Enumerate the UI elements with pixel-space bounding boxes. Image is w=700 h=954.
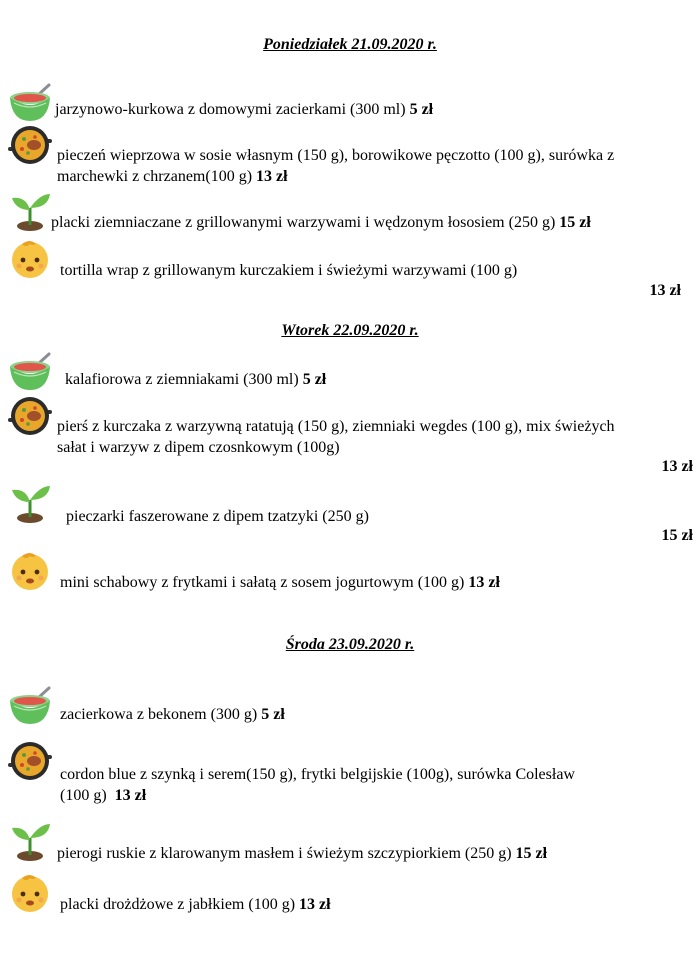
item-description: jarzynowo-kurkowa z domowymi zacierkami (300 ml) 5 zł — [55, 101, 434, 118]
menu-item — [8, 236, 700, 280]
item-price: 15 zł — [559, 214, 591, 231]
item-price: 5 zł — [409, 101, 434, 118]
item-price: 13 zł — [114, 787, 147, 804]
item-description: pierś z kurczaka z warzywną ratatują (150 g), ziemniaki wegdes (100 g), mix świeżych sałat i warzyw z dipem czosnkowym (100g) — [57, 418, 615, 456]
item-description: pieczarki faszerowane z dipem tzatzyki (250 g) — [66, 508, 369, 525]
item-description: pierogi ruskie z klarowanym masłem i świeżym szczypiorkiem (250 g) 15 zł — [57, 845, 548, 862]
menu-item — [8, 350, 700, 394]
menu-item — [8, 188, 700, 232]
item-price: 15 zł — [661, 527, 693, 544]
menu-item — [8, 818, 700, 862]
item-description: pieczeń wieprzowa w sosie własnym (150 g), borowikowe pęczotto (100 g), surówka z marchewki z chrzanem(100 g) 13 zł — [57, 147, 615, 185]
day-heading-tuesday: Wtorek 22.09.2020 r. — [281, 322, 419, 339]
baby-face-icon — [8, 236, 52, 280]
menu-item — [8, 870, 700, 914]
soup-bowl-icon — [8, 684, 52, 728]
paella-pan-icon — [8, 739, 52, 783]
day-heading-monday: Poniedziałek 21.09.2020 r. — [263, 36, 437, 53]
item-description: cordon blue z szynką i serem(150 g), frytki belgijskie (100g), surówka Colesław (100 g) 13 zł — [60, 766, 575, 804]
paella-pan-icon — [8, 123, 52, 167]
menu-item — [8, 480, 700, 524]
item-price: 13 zł — [468, 574, 500, 591]
item-description: tortilla wrap z grillowanym kurczakiem i świeżymi warzywami (100 g) — [60, 262, 518, 279]
baby-face-icon — [8, 548, 52, 592]
item-price: 13 zł — [256, 168, 288, 185]
item-description: placki drożdżowe z jabłkiem (100 g) 13 zł — [60, 896, 331, 913]
menu-item — [8, 123, 700, 185]
menu-item — [8, 684, 700, 728]
item-price: 15 zł — [515, 845, 548, 862]
paella-pan-icon — [8, 394, 52, 438]
soup-bowl-icon — [8, 350, 52, 394]
menu-item — [8, 394, 700, 456]
item-description: mini schabowy z frytkami i sałatą z sosem jogurtowym (100 g) 13 zł — [60, 574, 500, 591]
item-description: zacierkowa z bekonem (300 g) 5 zł — [60, 706, 285, 723]
soup-bowl-icon — [8, 81, 52, 125]
seedling-icon — [8, 480, 52, 524]
item-price: 5 zł — [261, 706, 285, 723]
menu-item — [8, 739, 700, 804]
item-price: 13 zł — [299, 896, 331, 913]
seedling-icon — [8, 818, 52, 862]
item-price: 5 zł — [302, 371, 327, 388]
menu-item — [8, 548, 700, 592]
menu-item — [8, 81, 700, 125]
day-heading-wednesday: Środa 23.09.2020 r. — [285, 636, 415, 653]
item-price: 13 zł — [661, 458, 693, 475]
item-description: kalafiorowa z ziemniakami (300 ml) 5 zł — [65, 371, 327, 388]
seedling-icon — [8, 188, 52, 232]
item-description: placki ziemniaczane z grillowanymi warzywami i wędzonym łososiem (250 g) 15 zł — [51, 214, 591, 231]
baby-face-icon — [8, 870, 52, 914]
item-price: 13 zł — [649, 282, 681, 299]
